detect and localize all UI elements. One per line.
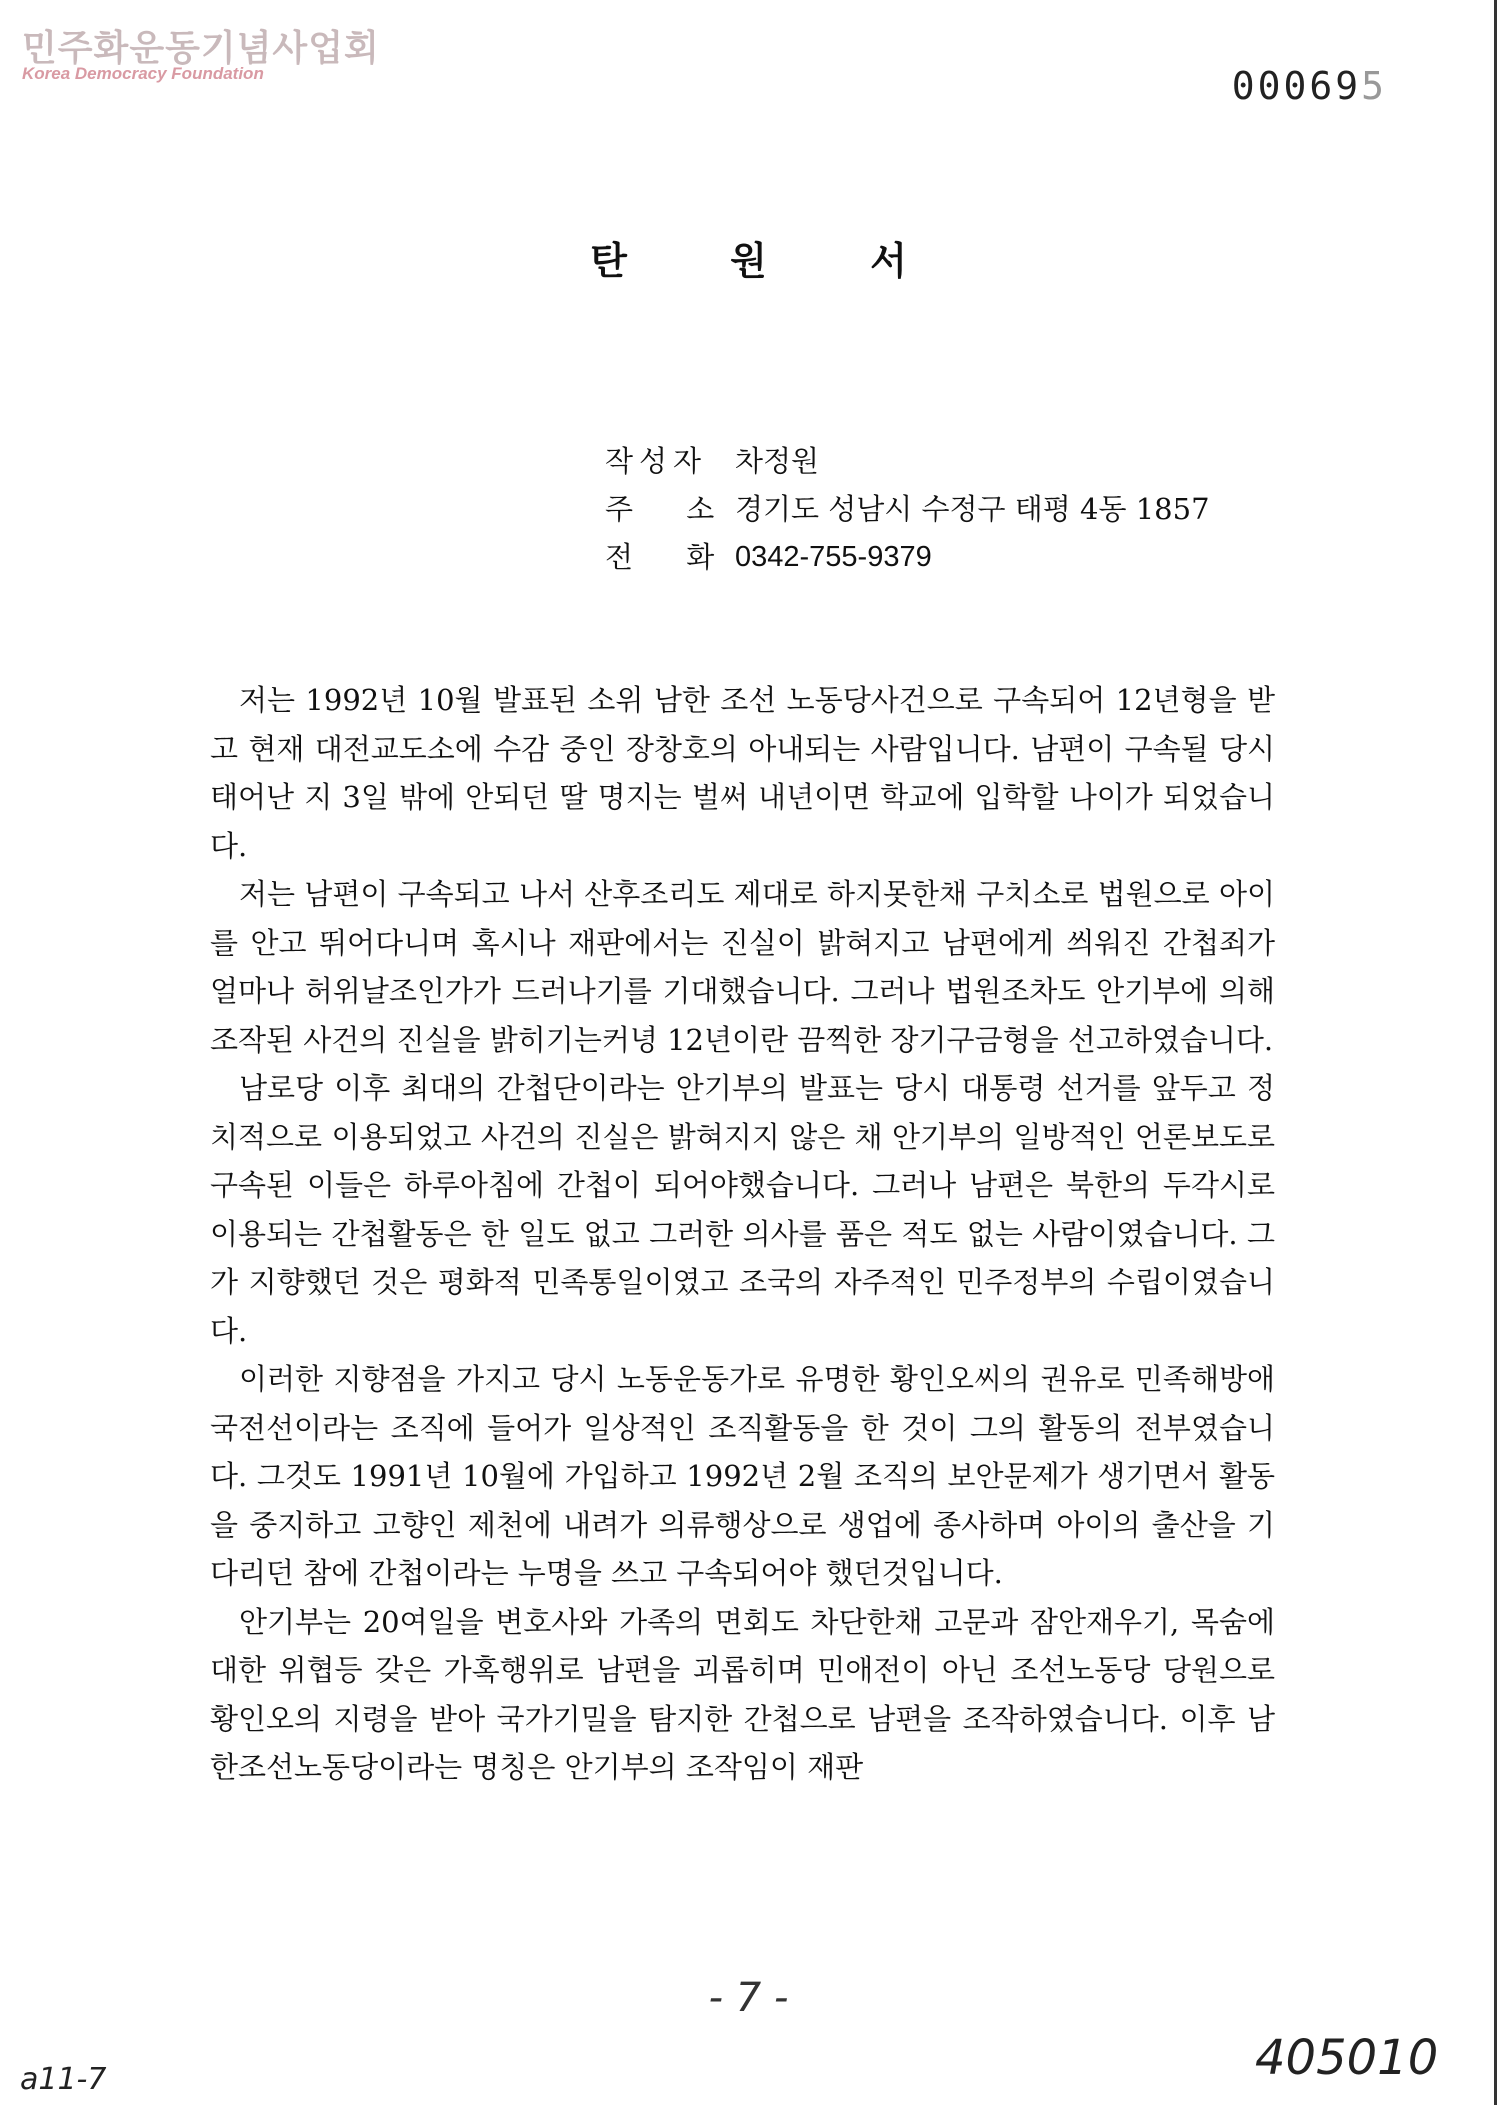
paragraph-1: 저는 1992년 10월 발표된 소위 남한 조선 노동당사건으로 구속되어 12년형을 받고 현재 대전교도소에 수감 중인 장창호의 아내되는 사람입니다. 남편이 구속될 당시 태어난 지 3일 밖에 안되던 딸 명지는 벌써 내년이면 학교에 입학할 나이가 되었습니다. — [210, 683, 1275, 863]
handwritten-note-left: a11-7 — [20, 2062, 107, 2097]
foundation-logo-korean: 민주화운동기념사업회 — [22, 28, 380, 69]
handwritten-note-right: 405010 — [1255, 2030, 1439, 2086]
foundation-logo-english: Korea Democracy Foundation — [22, 64, 264, 83]
document-number — [1232, 64, 1387, 108]
document-title: 탄 원 서 — [590, 239, 907, 283]
paragraph-4: 이러한 지향점을 가지고 당시 노동운동가로 유명한 황인오씨의 권유로 민족해방애국전선이라는 조직에 들어가 일상적인 조직활동을 한 것이 그의 활동의 전부였습니다. 그것도 1991년 10월에 가입하고 1992년 2월 조직의 보안문제가 생기면서 활동을 중지하고 고향인 제천에 내려가 의류행상으로 생업에 종사하며 아이의 출산을 기다리던 참에 간첩이라는 누명을 쓰고 구속되어야 했던것입니다. — [210, 1362, 1275, 1590]
author-block — [605, 437, 1210, 581]
page-number: - 7 - — [708, 1975, 789, 2021]
phone-value: 0342-755-9379 — [735, 541, 932, 573]
document-number-mark: 5 — [1361, 64, 1387, 108]
paragraph-3: 남로당 이후 최대의 간첩단이라는 안기부의 발표는 당시 대통령 선거를 앞두고 정치적으로 이용되었고 사건의 진실은 밝혀지지 않은 채 안기부의 일방적인 언론보도로 구속된 이들은 하루아침에 간첩이 되어야했습니다. 그러나 남편은 북한의 두각시로 이용되는 간첩활동은 한 일도 없고 그러한 의사를 품은 적도 없는 사람이였습니다. 그가 지향했던 것은 평화적 민족통일이였고 조국의 자주적인 민주정부의 수립이였습니다. — [210, 1071, 1275, 1348]
author-label: 작성자 — [605, 444, 708, 478]
address-row — [605, 485, 1210, 533]
paragraph-5: 안기부는 20여일을 변호사와 가족의 면회도 차단한채 고문과 잠안재우기, 목숨에 대한 위협등 갖은 가혹행위로 남편을 괴롭히며 민애전이 아닌 조선노동당 당원으로 황인오의 지령을 받아 국가기밀을 탐지한 간첩으로 남편을 조작하였습니다. 이후 남한조선노동당이라는 명칭은 안기부의 조작임이 재판 — [210, 1604, 1275, 1784]
address-label: 주 소 — [605, 492, 737, 526]
phone-label: 전 화 — [605, 540, 737, 574]
paragraph-2: 저는 남편이 구속되고 나서 산후조리도 제대로 하지못한채 구치소로 법원으로 아이를 안고 뛰어다니며 혹시나 재판에서는 진실이 밝혀지고 남편에게 씌워진 간첩죄가 얼마나 허위날조인가가 드러나기를 기대했습니다. 그러나 법원조차도 안기부에 의해 조작된 사건의 진실을 밝히기는커녕 12년이란 끔찍한 장기구금형을 선고하였습니다. — [210, 877, 1275, 1057]
document-number-value: 00069 — [1231, 64, 1362, 108]
phone-row — [605, 533, 1210, 581]
address-value: 경기도 성남시 수정구 태평 4동 1857 — [735, 492, 1210, 526]
author-row — [605, 437, 1210, 485]
petition-body — [210, 676, 1275, 1792]
author-value: 차정원 — [735, 444, 820, 478]
